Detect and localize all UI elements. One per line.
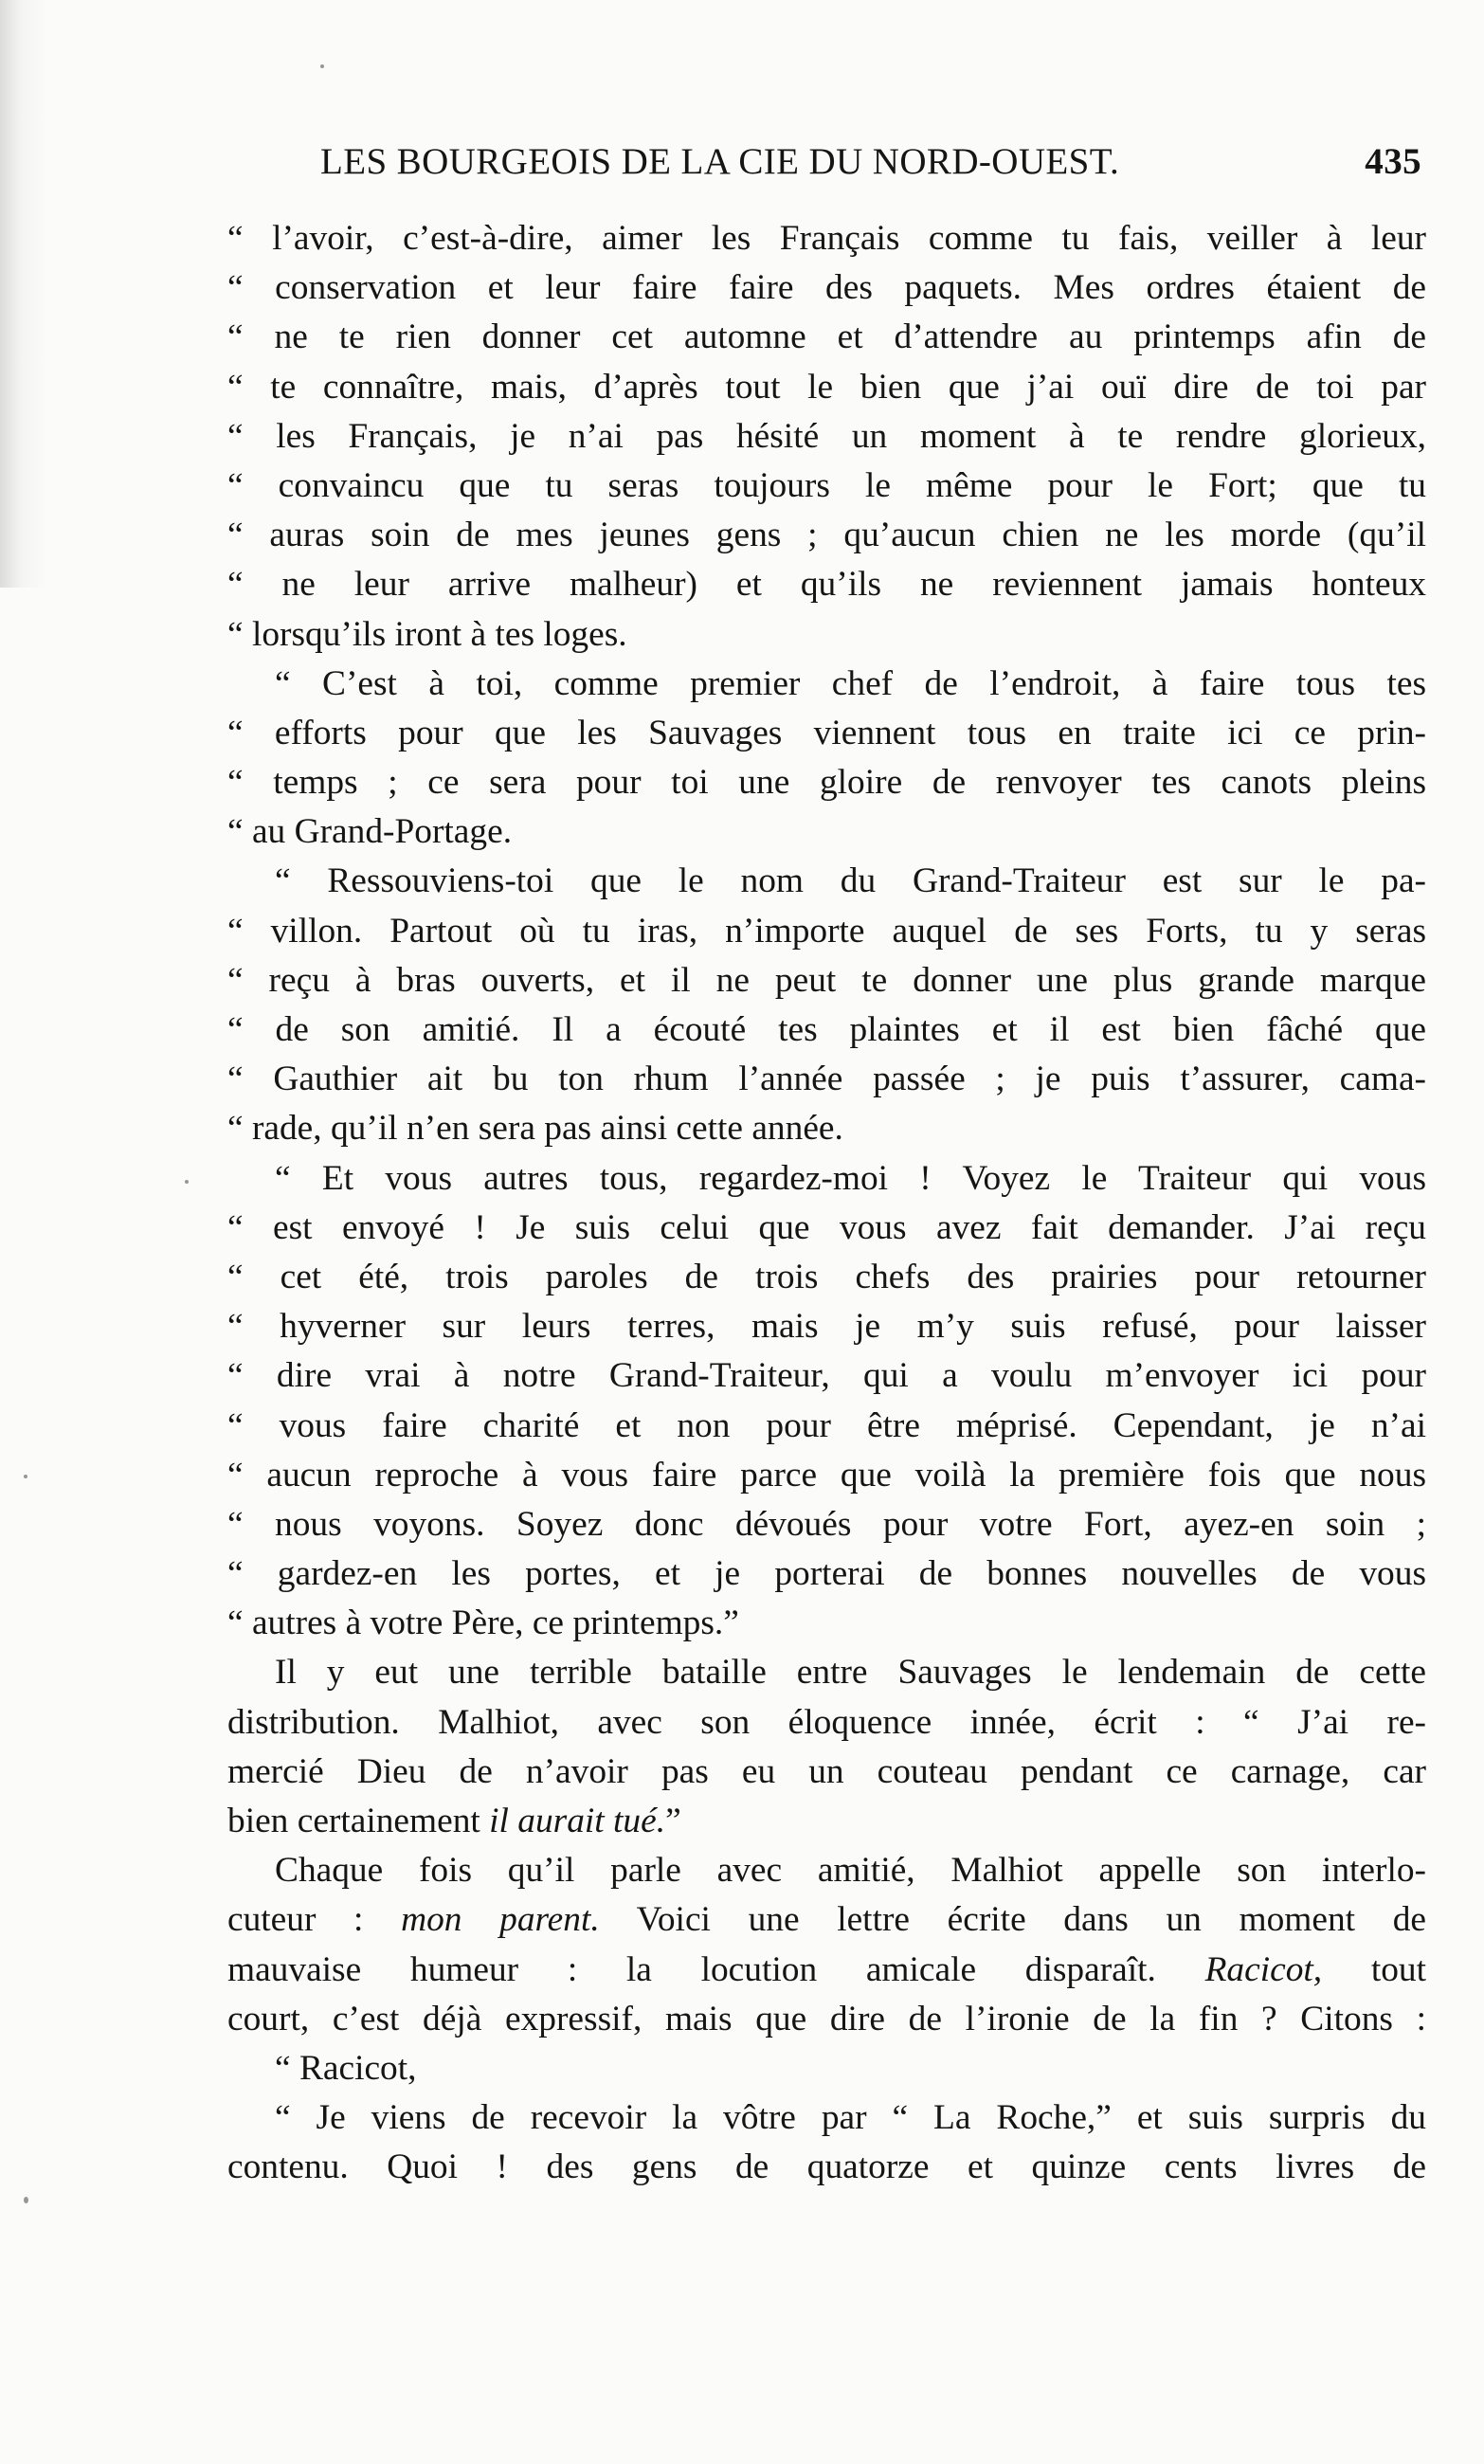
text-line: “ Racicot, [275, 2048, 417, 2088]
text-run: Voici une lettre écrite dans un moment de [599, 1900, 1426, 1940]
text-line: “ lorsqu’ils iront à tes loges. [227, 614, 627, 654]
text-line [227, 1797, 1426, 1846]
body-text [227, 214, 1426, 2193]
italic-text: Racicot, [1204, 1949, 1323, 1989]
text-line: “ hyverner sur leurs terres, mais je m’y suis refusé, pour laisser [227, 1307, 1426, 1347]
scan-edge-shadow [0, 0, 47, 588]
scan-speck [24, 2197, 28, 2203]
text-line: “ cet été, trois paroles de trois chefs des prairies pour retourner [227, 1257, 1426, 1296]
scan-speck [24, 1475, 27, 1478]
running-title: LES BOURGEOIS DE LA CIE DU NORD-OUEST. [320, 141, 1120, 182]
text-line: Il y eut une terrible bataille entre Sauvages le lendemain de cette [275, 1653, 1426, 1693]
text-line: mercié Dieu de n’avoir pas eu un couteau pendant ce carnage, car [227, 1751, 1426, 1791]
text-line: “ est envoyé ! Je suis celui que vous avez fait demander. J’ai reçu [227, 1207, 1426, 1247]
text-run: bien certainement [227, 1802, 490, 1840]
scan-speck [185, 1180, 189, 1184]
text-line: “ dire vrai à notre Grand-Traiteur, qui a voulu m’envoyer ici pour [227, 1356, 1426, 1396]
text-line: court, c’est déjà expressif, mais que dire de l’ironie de la fin ? Citons : [227, 1999, 1426, 2038]
text-run: tout [1322, 1949, 1426, 1989]
text-line: distribution. Malhiot, avec son éloquence innée, écrit : “ J’ai re- [227, 1702, 1426, 1742]
text-line [227, 1946, 1426, 1995]
text-line: “ C’est à toi, comme premier chef de l’endroit, à faire tous tes [275, 663, 1426, 703]
text-line: “ ne te rien donner cet automne et d’attendre au printemps afin de [227, 317, 1426, 357]
text-line: “ te connaître, mais, d’après tout le bien que j’ai ouï dire de toi par [227, 367, 1426, 407]
text-run: mauvaise humeur : la locution amicale disparaît. [227, 1949, 1205, 1989]
scan-speck [320, 64, 324, 68]
text-line: “ aucun reproche à vous faire parce que voilà la première fois que nous [227, 1455, 1426, 1495]
text-line: “ ne leur arrive malheur) et qu’ils ne reviennent jamais honteux [227, 565, 1426, 605]
text-line: “ au Grand-Portage. [227, 812, 513, 852]
text-line: “ temps ; ce sera pour toi une gloire de renvoyer tes canots pleins [227, 763, 1426, 803]
text-line: “ villon. Partout où tu iras, n’importe auquel de ses Forts, tu y seras [227, 911, 1426, 951]
text-run: cuteur : [227, 1900, 402, 1940]
text-line [227, 1895, 1426, 1945]
text-line: “ efforts pour que les Sauvages viennent tous en traite ici ce prin- [227, 713, 1426, 752]
text-line: “ rade, qu’il n’en sera pas ainsi cette année. [227, 1109, 843, 1149]
text-run: ” [665, 1802, 681, 1840]
text-line: “ Et vous autres tous, regardez-moi ! Voyez le Traiteur qui vous [275, 1158, 1426, 1198]
text-line: “ de son amitié. Il a écouté tes plaintes et il est bien fâché que [227, 1010, 1426, 1049]
text-line: Chaque fois qu’il parle avec amitié, Malhiot appelle son interlo- [275, 1851, 1426, 1891]
page-number: 435 [1365, 141, 1421, 182]
text-line: “ auras soin de mes jeunes gens ; qu’aucun chien ne les morde (qu’il [227, 516, 1426, 555]
page-header [320, 131, 1421, 188]
text-line: “ conservation et leur faire faire des paquets. Mes ordres étaient de [227, 268, 1426, 308]
text-line: “ Gauthier ait bu ton rhum l’année passée ; je puis t’assurer, cama- [227, 1060, 1426, 1099]
text-line: “ nous voyons. Soyez donc dévoués pour votre Fort, ayez-en soin ; [227, 1504, 1426, 1544]
text-line: “ convaincu que tu seras toujours le même pour le Fort; que tu [227, 465, 1426, 505]
text-line: “ Ressouviens-toi que le nom du Grand-Traiteur est sur le pa- [275, 861, 1426, 901]
text-line: “ vous faire charité et non pour être méprisé. Cependant, je n’ai [227, 1405, 1426, 1445]
italic-text: il aurait tué. [489, 1802, 666, 1840]
text-line: contenu. Quoi ! des gens de quatorze et quinze cents livres de [227, 2147, 1426, 2187]
text-line: “ Je viens de recevoir la vôtre par “ La Roche,” et suis surpris du [275, 2098, 1426, 2138]
text-line: “ reçu à bras ouverts, et il ne peut te donner une plus grande marque [227, 960, 1426, 1000]
text-line: “ l’avoir, c’est-à-dire, aimer les Français comme tu fais, veiller à leur [227, 219, 1426, 258]
italic-text: mon parent. [401, 1900, 600, 1940]
text-line: “ gardez-en les portes, et je porterai de bonnes nouvelles de vous [227, 1554, 1426, 1594]
text-line: “ autres à votre Père, ce printemps.” [227, 1603, 739, 1643]
text-line: “ les Français, je n’ai pas hésité un moment à te rendre glorieux, [227, 416, 1426, 456]
